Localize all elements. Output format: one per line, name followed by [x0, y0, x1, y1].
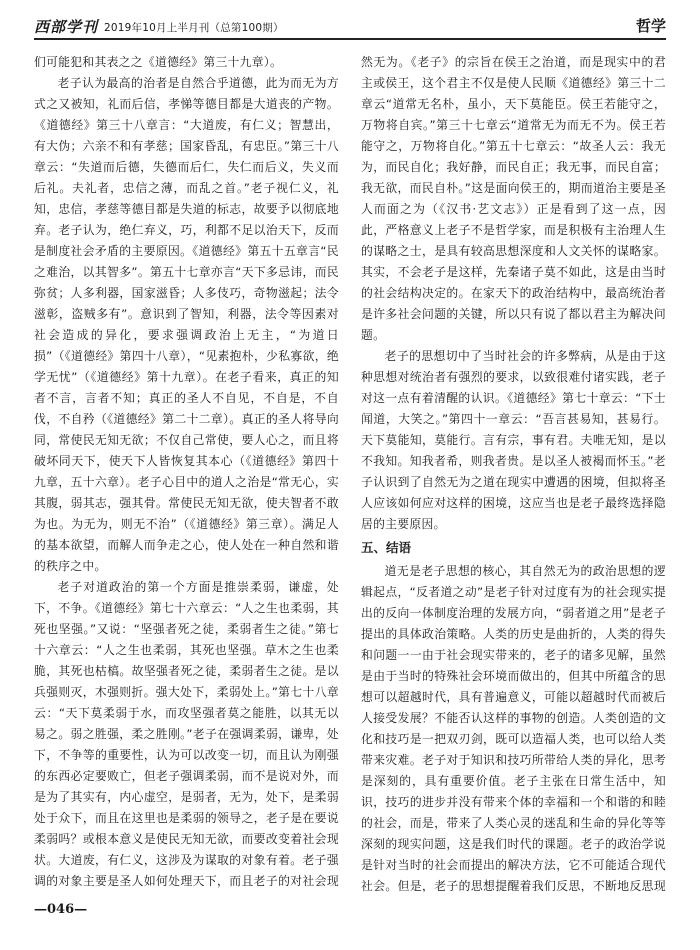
right-column [361, 52, 666, 892]
article-body [34, 52, 666, 892]
paragraph: 道无是老子思想的核心，其自然无为的政治思想的逻辑起点，“反者道之动”是老子针对过度有为的社会现实提出的反向一体制度治理的发展方向，“弱者道之用”是老子提出的具体政治策略。人类的历史是曲折的，人类的得失和问题一一由于社会现实带来的，老子的诸多见解，虽然是由于当时的特殊社会环境而做出的，但其中所蕴含的思想可以超越时代，具有普遍意义，可能以超越时代而被后人接受发展？不能否认这样的事物的创造。人类创造的文化和技巧是一把双刃剑，既可以造福人类，也可以给人类带来灾难。老子对于知识和技巧所带给人类的异化，思考是深刻的，具有重要价值。老子主张在日常生活中，知识，技巧的进步并没有带来个体的幸福和一个和谐的和睦的社会，而是，带来了人类心灵的迷乱和生命的异化等等深刻的现实问题，这是我们时代的课题。老子的政治学说是针对当时的社会而提出的解决方法，它不可能适合现代社会。但是，老子的思想提醒着我们反思，不断地反思现 [361, 564, 666, 892]
paragraph: 然无为。《老子》的宗旨在侯王之治道，而是现实中的君主或侯王，这个君主不仅是使人民顺《道德经》第三十二章云“道常无名朴，虽小，天下莫能臣。侯王若能守之，万物将自宾。”第三十七章云“道常无为而无不为。侯王若能守之，万物将自化。”第五十七章云：“故圣人云：我无为，而民自化；我好静，而民自正；我无事，而民自富；我无欲，而民自朴。”这是面向侯王的，期而道治主要是圣人而面之为（《汉书·艺文志》）正是看到了这一点，因此，严格意义上老子不是哲学家，而是积极有主治理人生的谋略之士，是具有较高思想深度和人文关怀的谋略家。其实，不会老子是这样，先秦诸子莫不如此，这是由当时的社会结构决定的。在家天下的政治结构中，最高统治者是许多社会问题的关键，所以只有说了都以君主为解决问题。 [361, 55, 666, 342]
paragraph: 老子对道政治的第一个方面是推崇柔弱，谦虚，处下，不争。《道德经》第七十六章云：“人之生也柔弱，其死也坚强。”又说：“坚强者死之徒，柔弱者生之徒。”第七十六章云：“人之生也柔弱，其死也坚强。草木之生也柔脆，其死也枯槁。故坚强者死之徒，柔弱者生之徒。是以兵强则灭，木强则折。强大处下，柔弱处上。”第七十八章云：“天下莫柔弱于水，而攻坚强者莫之能胜，以其无以易之。弱之胜强，柔之胜刚。”老子在强调柔弱，谦卑，处下，不争等的重要性，认为可以改变一切，而且认为刚强的东西必定要败亡，但老子强调柔弱，而不是说对外，而是为了其实有，内心虚空，是弱者，无为，处下，是柔弱处于众下，而且在这里也是柔弱的领导之，老子是在要说柔弱吗？或根本意义是使民无知无欲，而要改变着社会现状。大道废，有仁义，这涉及为谋取的对象有着。老子强调的对象主要是圣人如何处理天下，而且老子的对社会现 [34, 580, 339, 888]
paragraph: 老子认为最高的治者是自然合乎道德，此为而无为方式之又被知，礼而后信，孝悌等德目都是大道丧的产物。《道德经》第三十八章言：“大道废，有仁义；智慧出，有大伪；六亲不和有孝慈；国家昏乱，有忠臣。”第三十八章云：“失道而后德，失德而后仁，失仁而后义，失义而后礼。夫礼者，忠信之薄，而乱之首。”老子视仁义，礼知，忠信，孝慈等德目都是失道的标志，故要予以彻底地弃。老子认为，绝仁弃义，巧，利都不足以治天下，反而是制度社会矛盾的主要原因。《道德经》第五十五章言“民之难治，以其智多”。第五十七章亦言“天下多忌讳，而民弥贫；人多利器，国家滋昏；人多伎巧，奇物滋起；法令滋彰，盗贼多有”。意识到了智知，利器，法令等因素对社会造成的异化，要求强调政治上无主，“为道日损”（《道德经》第四十八章），“见素抱朴，少私寡欲，绝学无忧”（《道德经》第十九章）。在老子看来，真正的知者不言，言者不知；真正的圣人不自见，不自是，不自伐，不自矜（《道德经》第二十二章）。真正的圣人将导向同，常使民无知无欲；不仅自己常使，要人心之，而且将破坏同天下，使天下人皆恢复其本心（《道德经》第四十九章，五十六章）。老子心目中的道人之治是“常无心，实其腹，弱其志，强其骨。常使民无知无欲，使夫智者不敢为也。为无为，则无不治”（《道德经》第三章）。满足人的基本欲望，而解人而争走之心，使人处在一种自然和谐的秩序之中。 [34, 76, 339, 573]
paragraph: 们可能犯和其表之之《道德经》第三十九章）。 [34, 55, 283, 69]
paragraph: 老子的思想切中了当时社会的许多弊病，从是由于这种思想对统治者有强烈的要求，以致很难付诸实践，老子对这一点有着清醒的认识。《道德经》第七十章云：“下士闻道，大笑之。”第四十一章云：“吾言甚易知，甚易行。天下莫能知，莫能行。言有宗，事有君。夫唯无知，是以不我知。知我者希，则我者贵。是以圣人被褐而怀玉。”老子认识到了自然无为之道在现实中遭遇的困境，但拟将圣人应该如何应对这样的困境，这应当也是老子最终选择隐居的主要原因。 [361, 349, 666, 531]
left-column [34, 52, 339, 892]
page-number: —046— [34, 902, 88, 917]
running-header [34, 14, 666, 40]
section-title: 哲学 [635, 17, 666, 35]
journal-info [34, 20, 284, 38]
section-heading: 五、结语 [361, 540, 412, 555]
journal-logo: 西部学刊 [34, 18, 99, 36]
issue-info: 2019年10月上半月刊（总第100期） [104, 22, 284, 34]
